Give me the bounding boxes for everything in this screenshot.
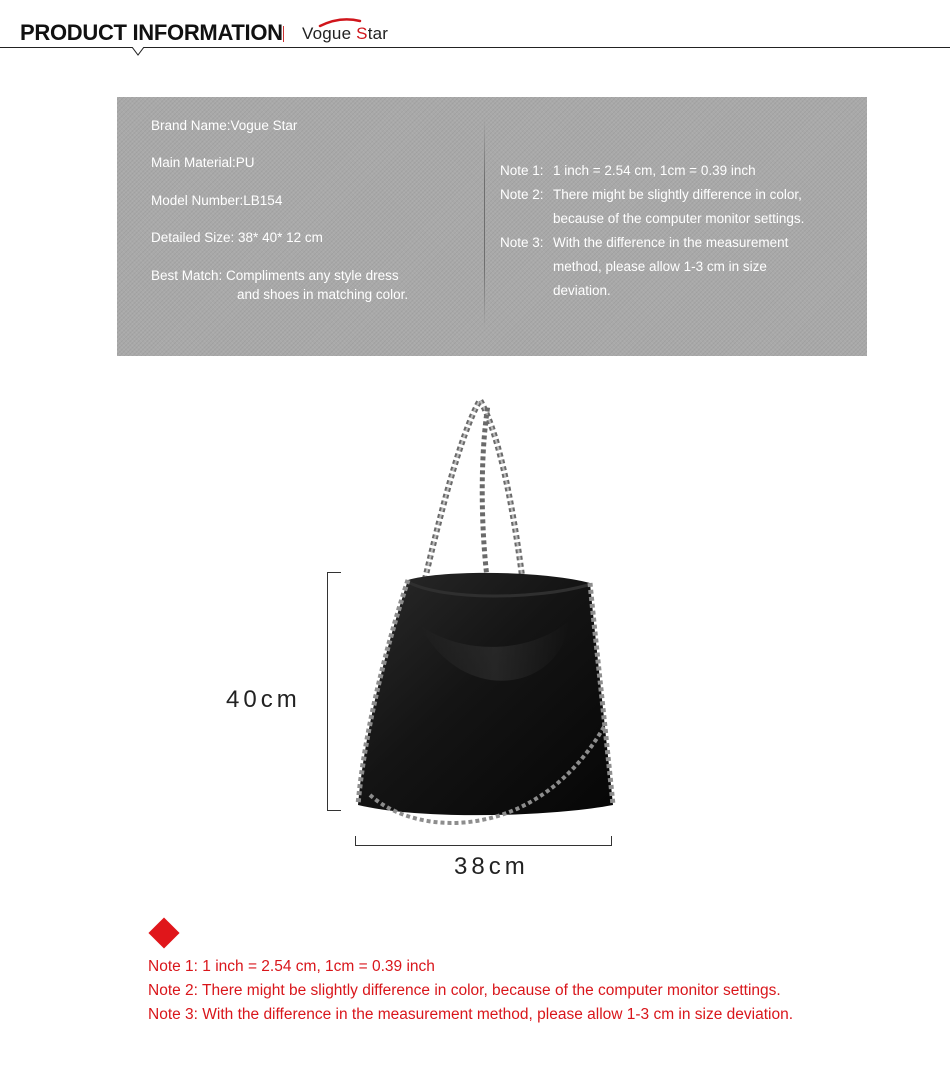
width-dimension-line	[355, 836, 612, 846]
product-info-panel	[117, 97, 867, 356]
panel-note-3: Note 3: With the difference in the measurement method, please allow 1-3 cm in size deviation.	[500, 235, 789, 298]
panel-note-1: Note 1: 1 inch = 2.54 cm, 1cm = 0.39 inch	[500, 163, 756, 178]
brand-logo: Vogue Star	[302, 24, 389, 43]
red-diamond-icon	[148, 917, 179, 948]
spec-main-material: Main Material:PU	[151, 155, 255, 170]
panel-note-2: Note 2: There might be slightly difference in color, because of the computer monitor settings.	[500, 187, 805, 226]
panel-divider	[484, 117, 485, 329]
page-title: PRODUCT INFORMATION	[20, 20, 283, 45]
header-divider	[283, 26, 284, 42]
page-header	[0, 0, 950, 60]
black-chain-tote-bag-icon	[350, 395, 620, 835]
spec-best-match: Best Match: Compliments any style dress and shoes in matching color.	[151, 268, 409, 302]
spec-detailed-size: Detailed Size: 38* 40* 12 cm	[151, 230, 323, 245]
bottom-note-2: Note 2: There might be slightly difference in color, because of the computer monitor settings.	[148, 982, 781, 999]
width-label: 38cm	[454, 853, 529, 880]
bottom-note-3: Note 3: With the difference in the measurement method, please allow 1-3 cm in size deviation.	[148, 1006, 794, 1023]
height-dimension-line	[327, 572, 341, 811]
panel-notes	[500, 159, 804, 303]
spec-model-number: Model Number:LB154	[151, 193, 283, 208]
header-notch-icon	[132, 47, 144, 56]
bottom-note-1: Note 1: 1 inch = 2.54 cm, 1cm = 0.39 inch	[148, 958, 435, 975]
bottom-notes	[148, 955, 793, 1027]
height-label: 40cm	[226, 686, 301, 713]
spec-brand-name: Brand Name:Vogue Star	[151, 118, 298, 133]
